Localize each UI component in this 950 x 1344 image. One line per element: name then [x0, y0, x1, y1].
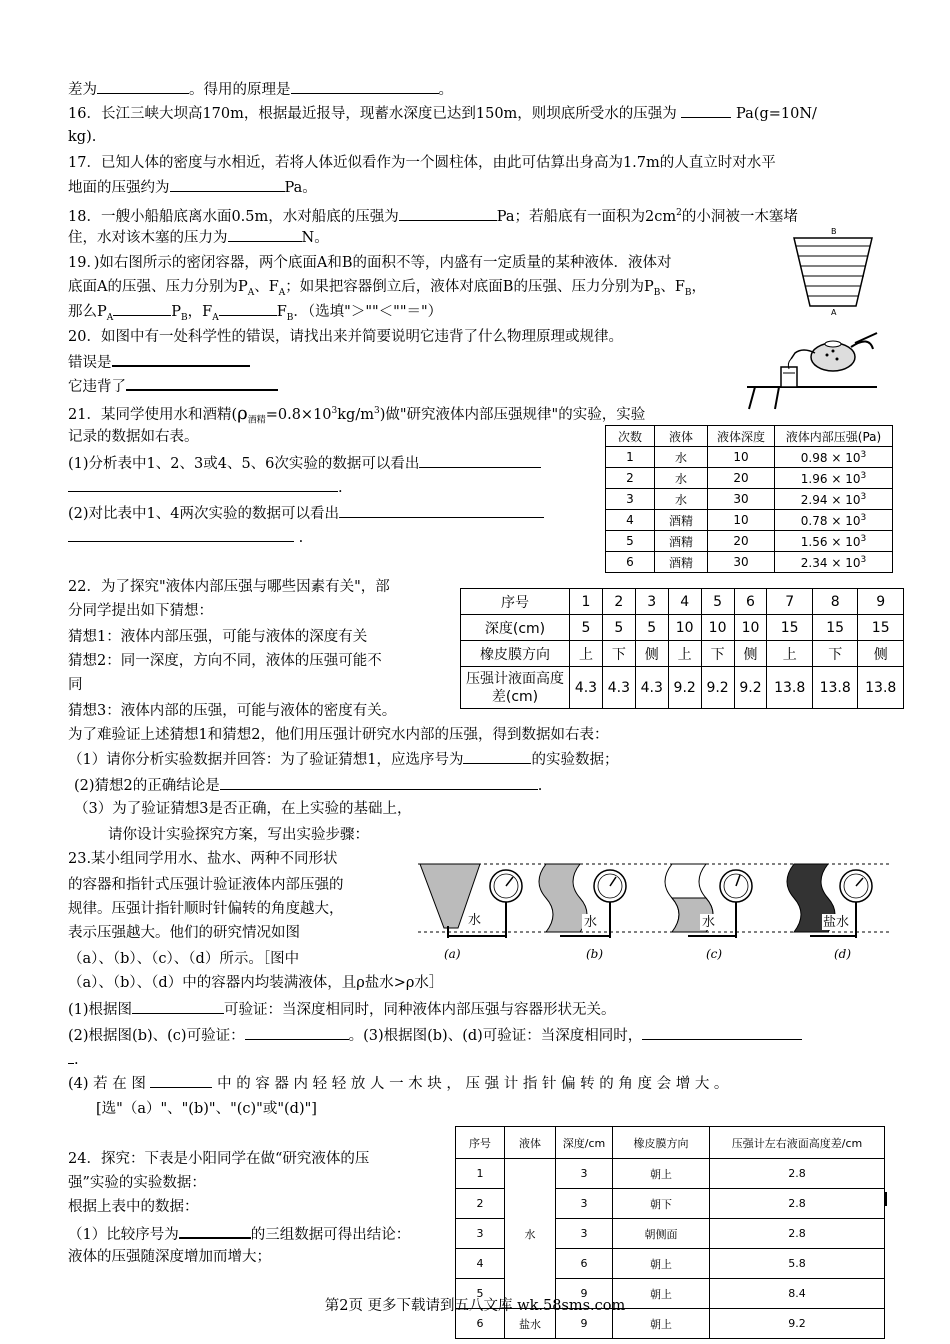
table-row-height-diff: 压强计液面高度差(cm) 4.3 4.3 4.3 9.2 9.2 9.2 13.8 13.8 13.8: [461, 667, 904, 709]
q22-line11: 请你设计实验探究方案，写出实验步骤：: [108, 827, 369, 843]
answer-blank[interactable]: [170, 177, 285, 192]
q24-line1: 24．探究：下表是小阳同学在做“研究液体的压: [68, 1151, 370, 1167]
q21-data-table: [605, 425, 893, 573]
table-row: 2 水 20 $1.96 \times 10^3$: [606, 468, 893, 489]
answer-blank[interactable]: [150, 1073, 212, 1088]
q23-line2: 的容器和指针式压强计验证液体内部压强的: [68, 877, 344, 893]
table-header-row: [606, 426, 893, 447]
q24-line2: 强”实验的实验数据：: [68, 1175, 206, 1191]
q20-line2: 错误是: [68, 351, 250, 373]
answer-blank[interactable]: [339, 503, 544, 518]
liquid-label: 盐水: [823, 915, 850, 930]
q21-line1: 21．某同学使用水和酒精$(\rho_{酒精}=0.8\times 10^3kg/m^3)$做"研究液体内部压强规律"的实验，实验: [68, 402, 646, 426]
q21-line4: .: [68, 477, 343, 498]
q22-line3: 猜想1：液体内部压强，可能与液体的深度有关: [68, 629, 368, 645]
table-row: 2 3 朝下 2.8: [456, 1189, 885, 1219]
q22-data-table: [460, 588, 904, 709]
q24-line5: 液体的压强随深度增加而增大；: [68, 1249, 271, 1265]
answer-blank[interactable]: [399, 206, 497, 221]
q22-line6: 猜想3：液体内部的压强，可能与液体的密度有关。: [68, 703, 397, 719]
table-row: 1 水 10 $0.98 \times 10^3$: [606, 447, 893, 468]
answer-blank[interactable]: [113, 301, 171, 316]
q16-line1: 16．长江三峡大坝高170m，根据最近报导，现蓄水深度已达到150m，则坝底所受水的压强为 Pa(g=10N/: [68, 103, 817, 124]
q22-line8: （1）请你分析实验数据并回答：为了验证猜想1，应选序号为 的实验数据；: [68, 749, 618, 770]
answer-blank[interactable]: [291, 79, 439, 94]
q16-line2: kg).: [68, 129, 97, 145]
answer-blank[interactable]: [220, 775, 538, 790]
answer-blank[interactable]: [68, 477, 338, 492]
q22-line7: 为了难验证上述猜想1和猜想2，他们用压强计研究水内部的压强，得到数据如右表：: [68, 727, 609, 743]
q22-line2: 分同学提出如下猜想：: [68, 603, 213, 619]
table-row: 3 水 30 $2.94 \times 10^3$: [606, 489, 893, 510]
q20-line3: 它违背了: [68, 375, 278, 397]
q18-line1: 18．一艘小船船底离水面0.5m，水对船底的压强为 Pa；若船底有一面积为$2cm^2$的小洞被一木塞堵: [68, 203, 798, 227]
table-header-cell: 液体深度: [708, 426, 775, 447]
table-row: 3 3 朝侧面 2.8: [456, 1219, 885, 1249]
figure-caption: (b): [586, 947, 604, 961]
liquid-label: 水: [584, 915, 598, 930]
table-header-cell: 次数: [606, 426, 655, 447]
answer-blank[interactable]: [642, 1025, 802, 1040]
pressure-gauge-figure: [410, 858, 898, 970]
answer-blank[interactable]: [112, 351, 250, 367]
table-header-cell: 液体: [655, 426, 708, 447]
q23-line8: (2)根据图(b)、(c)可验证： 。(3)根据图(b)、(d)可验证：当深度相同时，: [68, 1025, 802, 1046]
answer-blank[interactable]: [126, 375, 278, 391]
figure-caption: (a): [444, 947, 461, 961]
q20-line1: 20．如图中有一处科学性的错误，请找出来并简要说明它违背了什么物理原理或规律。: [68, 329, 623, 345]
figure-caption: (d): [834, 947, 852, 961]
table-row: 5 酒精 20 $1.56 \times 10^3$: [606, 531, 893, 552]
q23-line9: .: [68, 1049, 79, 1070]
q22-line10: （3）为了验证猜想3是否正确，在上实验的基础上，: [74, 801, 412, 817]
q24-line3: 根据上表中的数据：: [68, 1199, 199, 1215]
table-row-seq: 序号 1 2 3 4 5 6 7 8 9: [461, 589, 904, 615]
q19-line1: 19．)如右图所示的密闭容器，两个底面A和B的面积不等，内盛有一定质量的某种液体．液体对: [68, 255, 672, 271]
table-row: 5 9 朝上 8.4: [456, 1279, 885, 1309]
answer-blank[interactable]: [179, 1223, 251, 1239]
q18-line2: 住，水对该木塞的压力为 N。: [68, 227, 329, 248]
q21-line2: 记录的数据如右表。: [68, 429, 199, 445]
answer-blank[interactable]: [132, 999, 224, 1014]
q21-line3: (1)分析表中1、2、3或4、5、6次实验的数据可以看出: [68, 453, 541, 474]
q23-line3: 规律。压强计指针顺时针偏转的角度越大，: [68, 901, 344, 917]
q23-line6: （a）、（b）、（d）中的容器内均装满液体，且ρ盐水>ρ水］: [68, 975, 444, 991]
q24-line4: （1）比较序号为 的三组数据可得出结论：: [68, 1223, 410, 1245]
q19-line2: 底面A的压强、压力分别为$P_A$、$F_A$；如果把容器倒立后，液体对底面B的压强、压力分别为$P_B$、$F_B$，: [68, 279, 707, 298]
liquid-label: 水: [702, 915, 716, 930]
q23-line10: (4) 若 在 图 中 的 容 器 内 轻 轻 放 人 一 木 块 ， 压 强 计 指 针 偏 转 的 角 度 会 增 大 。: [68, 1073, 728, 1094]
q15-tail-line: 差为 。得用的原理是 。: [68, 79, 453, 100]
q17-line2: 地面的压强约为 Pa。: [68, 177, 317, 198]
label-b: B: [831, 227, 837, 236]
label-a: A: [831, 308, 837, 316]
page-footer: 第2页 更多下载请到五八文库 wk.58sms.com: [324, 1298, 626, 1314]
q22-line4: 猜想2：同一深度，方向不同，液体的压强可能不: [68, 653, 382, 669]
q22-line5: 同: [68, 677, 83, 693]
q23-line1: 23.某小组同学用水、盐水、两种不同形状: [68, 851, 338, 867]
table-row: 4 6 朝上 5.8: [456, 1249, 885, 1279]
liquid-label: 水: [468, 913, 482, 928]
table-header-row: 序号 液体 深度/cm 橡皮膜方向 压强计左右液面高度差/cm: [456, 1127, 885, 1159]
q23-line7: (1)根据图 可验证：当深度相同时，同种液体内部压强与容器形状无关。: [68, 999, 616, 1020]
table-row: 4 酒精 10 $0.78 \times 10^3$: [606, 510, 893, 531]
q22-line1: 22．为了探究"液体内部压强与哪些因素有关"，部: [68, 579, 390, 595]
q21-line5: (2)对比表中1、4两次实验的数据可以看出: [68, 503, 544, 524]
answer-blank[interactable]: [228, 227, 302, 242]
table-row-direction: 橡皮膜方向 上 下 侧 上 下 侧 上 下 侧: [461, 641, 904, 667]
q23-line5: （a）、（b）、（c）、（d）所示。［图中: [68, 951, 300, 967]
q23-line4: 表示压强越大。他们的研究情况如图: [68, 925, 300, 941]
answer-blank[interactable]: [419, 453, 541, 468]
table-row-depth: 深度(cm) 5 5 5 10 10 10 15 15 15: [461, 615, 904, 641]
answer-blank[interactable]: [245, 1025, 349, 1040]
q23-line11: [选"（a）"、"(b)"、"(c)"或"(d)"]: [96, 1101, 317, 1117]
teapot-figure: [745, 325, 880, 411]
answer-blank[interactable]: [463, 749, 531, 764]
q19-line3: 那么$P_A$ $P_B$，$F_A$ $F_B$．（选填"＞""＜""＝"）: [68, 301, 442, 328]
table-row: 1 水 3 朝上 2.8: [456, 1159, 885, 1189]
sealed-container-figure: [790, 226, 880, 316]
answer-blank[interactable]: [219, 301, 277, 316]
table-header-cell: 液体内部压强(Pa): [775, 426, 893, 447]
table-row: 6 酒精 30 $2.34 \times 10^3$: [606, 552, 893, 573]
q21-line6: .: [68, 527, 303, 548]
q17-line1: 17．已知人体的密度与水相近，若将人体近似看作为一个圆柱体，由此可估算出身高为1.7m的人直立时对水平: [68, 155, 776, 171]
answer-blank[interactable]: [681, 103, 731, 118]
table-row: 6 盐水 9 朝上 9.2: [456, 1309, 885, 1339]
figure-caption: (c): [706, 947, 723, 961]
answer-blank[interactable]: [68, 527, 294, 542]
answer-blank[interactable]: [97, 79, 189, 94]
q22-line9: (2)猜想2的正确结论是 .: [74, 775, 542, 796]
